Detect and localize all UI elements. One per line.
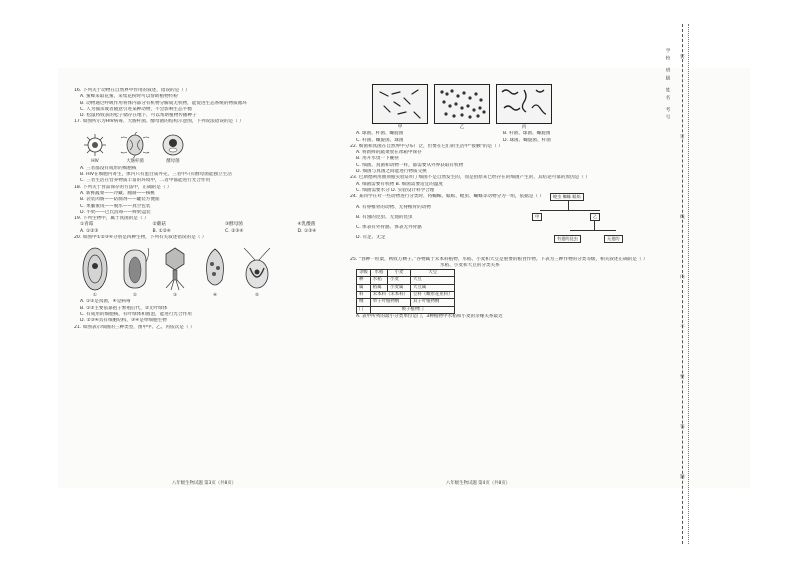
q21-option-a: A. 球菌、杆菌、螺旋菌 — [356, 131, 404, 137]
q21-option-c: C. 杆菌、螺旋菌、球菌 — [356, 137, 404, 143]
q21-options-row-2 — [350, 138, 650, 144]
q20-organism-3 — [160, 246, 190, 299]
q20-organism-1 — [80, 246, 110, 299]
table-row — [357, 292, 455, 299]
bacteriophage-illustration — [160, 246, 190, 292]
q18-stem: 18. 下列关于食品保存的方法中，正确的是（ ） — [74, 184, 172, 190]
yeast-caption: 酵母菌 — [166, 159, 180, 165]
table-header-cell: 等级 — [357, 270, 371, 277]
table-row — [357, 284, 455, 291]
table-cell: 大豆属 — [410, 284, 455, 291]
q21-micrographs — [350, 84, 650, 131]
q20-label: ① — [93, 293, 97, 299]
micrograph-caption-yi: 乙 — [459, 125, 465, 130]
classification-tree — [520, 193, 630, 255]
yeast-cell-illustration — [160, 132, 186, 158]
binding-dotted-line — [688, 24, 689, 544]
table-cell: 水稻 — [370, 277, 387, 284]
q16-option-a: A. 蜜蜂采取花蜜、采集花粉时可以帮助植物传粉 — [80, 94, 178, 100]
micrograph-jia — [372, 84, 428, 131]
q22-option-a: A. 将新鲜的蔬菜放在冰箱中保存 — [356, 150, 422, 156]
table-cell: 豆科（蝶形花亚科） — [410, 292, 455, 299]
binding-mark: 订 — [680, 135, 685, 140]
q16-option-b: B. 动物通过呼吸作用将体内部分有机物分解成无机物，能促进生态系统的物质循环 — [80, 100, 247, 106]
table-cell: 稻属 — [370, 284, 387, 291]
q25-stem: 25. “春种一粒粟，秋收万颗子。”谷物属于禾本科植物，水稻、小麦和大豆是重要的粮食作物。下表为三种作物的分类等级，相关叙述正确的是（ ） — [350, 256, 648, 262]
binding-mark: 要 — [680, 375, 685, 380]
table-header-cell: 小麦 — [388, 270, 411, 277]
table-cell: 属 — [357, 284, 371, 291]
table-cell: 门 — [357, 306, 371, 313]
q17-figure — [74, 126, 370, 166]
euglena-illustration — [200, 246, 230, 292]
rod-bacteria-micrograph — [372, 84, 428, 124]
table-cell: 科 — [357, 292, 371, 299]
table-cell: 小麦属 — [388, 284, 411, 291]
q25-option-a: A. 表中所列的最小分类单位是门，3种植物中水稻和小麦的亲缘关系最近 — [356, 313, 503, 319]
table-cell: 纲 — [357, 299, 371, 306]
tree-box-yi: 乙 — [590, 213, 600, 221]
q22-option-c: C. 细菌、真菌和动物一样，都需要从外界获取有机物 — [356, 162, 464, 168]
micrograph-caption-bing: 丙 — [521, 125, 527, 130]
micrograph-caption-jia: 甲 — [397, 125, 403, 130]
binding-mark: 装 — [680, 55, 685, 60]
micrograph-yi — [434, 84, 490, 131]
q20-organism-5 — [240, 246, 274, 299]
q22-option-d: D. 细菌与真菌之间能进行物质交换 — [356, 169, 427, 175]
table-cell: 禾本科（禾本科） — [370, 292, 410, 299]
tree-connector — [568, 200, 569, 210]
q20-option-c: C. 有成形的细胞核，有叶绿体和液泡，能进行光合作用 — [80, 311, 192, 317]
q20-label: ③ — [173, 293, 177, 299]
q20-label: ② — [133, 293, 137, 299]
cocci-bacteria-micrograph — [434, 84, 490, 124]
table-cell: 大豆 — [410, 277, 455, 284]
q19-item: ①青霉 — [80, 222, 94, 228]
table-cell: 双子叶植物纲 — [410, 299, 455, 306]
q19-item: ②蘑菇 — [152, 222, 166, 228]
hiv-figure — [80, 132, 110, 165]
binding-mark: 答 — [680, 425, 685, 430]
q20-option-a: A. ①②是真菌，④是病毒 — [80, 299, 131, 305]
exam-sheet — [58, 68, 750, 488]
q23-options-cd: C. 细菌需要水分 D. 实验设计科学合理 — [356, 187, 435, 193]
q18-option-b: B. 袋装肉肠——防腐剂——罐装方便面 — [80, 197, 160, 203]
table-title: 水稻、小麦和大豆的分类关系 — [440, 262, 500, 268]
q19-option-a: A. ①②③ — [80, 228, 99, 234]
table-cell: 被子植物门 — [370, 306, 455, 313]
tree-box-winged: 有翅的昆虫 — [554, 235, 581, 243]
q17-option-a: A. 三者都没有成形的细胞核 — [80, 165, 137, 171]
q19-item: ③酵母菌 — [225, 222, 243, 228]
q20-option-d: D. ②③④具有细胞结构，③④是单细胞生物 — [80, 318, 167, 324]
tree-connector — [540, 210, 600, 211]
table-row — [357, 277, 455, 284]
binding-mark: 线 — [680, 215, 685, 220]
table-row — [357, 306, 455, 313]
binding-mark: 不 — [680, 325, 685, 330]
q20-figure — [74, 241, 370, 299]
yeast-figure — [160, 132, 186, 165]
table-cell: 种 — [357, 277, 371, 284]
q24-options — [350, 205, 520, 242]
exam-page-3: 16. 下列关于动物在自然界中作用的叙述，错误的是（ ） A. 蜜蜂采取花蜜、采集花粉时可以帮助植物传粉 B. 动物通过呼吸作用将体内部分有机物分解成无机物，能促进生态系统的物质循环 C. 人为捕杀或者随意引进某种动物，不会影响生态平衡 D. 松鼠将收获的松子储存在地下，可以帮助植物传播种子 17. 如图所示为HIV病毒、大肠杆菌、酵母菌的结构示意图，下列说法错误的是（ ） HIV 大肠杆菌 酵母菌 A. 三者都没有成形的细胞核 B. HIV在细胞内寄生，体内只有蛋白质外壳，三者中只有酵母菌能独立生活 C. 三者生活在营养物质丰富的环境中，二者中都能进行光合作用 18. 下列关于食品保存的方法中，正确的是（ ） A. 新鲜蔬菜——冷藏、腌制——核桃 B. 袋装肉肠——防腐剂——罐装方便面 C. 果脯蜜饯——脱水——真空包装 D. 牛奶——巴氏消毒——鲜奶盒装 19. 下列生物中，属于真菌的是（ ） ①青霉 ②蘑菇 ③酵母菌 ④乳酸菌 A. ①②③ B. ①②④ C. ②③④ D. ①③④ 20. 如图中①②③④分别是四种生物，下列有关叙述错误的是（ ） ① ② ③ ④ ⑤ A. ①②是真菌，④是病毒 B. ①②主要依靠孢子繁殖后代，②无叶绿体 C. 有成形的细胞核，有叶绿体和液泡，能进行光合作用 D. ②③④具有细胞结构，③④是单细胞生物 21. 如图表示细菌的三种类型，图中甲、乙、丙依次是（ ） 八年级生物试题 第3页（共8页） — [74, 68, 370, 331]
q24-option-a: A. 有脊椎骨的动物、无脊椎骨的动物 — [356, 204, 431, 210]
q19-option-b: B. ①②④ — [152, 228, 171, 234]
classification-table — [356, 269, 455, 314]
tree-connector — [594, 220, 595, 230]
q16-option-c: C. 人为捕杀或者随意引进某种动物，不会影响生态平衡 — [80, 106, 192, 112]
table-cell: 小麦 — [388, 277, 411, 284]
student-info-label: 学校 班级 姓名 考号 — [665, 48, 670, 123]
micrograph-bing — [496, 84, 552, 131]
binding-strip — [658, 24, 698, 544]
spiral-bacteria-micrograph — [496, 84, 552, 124]
q22-stem: 22. 细菌和真菌在自然界中分布广泛，但要在它们的生活中“接触”的是（ ） — [350, 143, 503, 149]
binding-mark: 内 — [680, 275, 685, 280]
paramecium-illustration — [80, 246, 110, 292]
ecoli-caption: 大肠杆菌 — [126, 159, 144, 165]
q19-option-d: D. ①③④ — [297, 228, 317, 234]
q23-stem: 23. 巴斯德利用曲颈瓶实验证明了细菌不是自然发生的，而是由原来已经存在的细菌产生的，其结论可靠的原因是（ ） — [350, 175, 590, 181]
q20-stem: 20. 如图中①②③④分别是四种生物，下列有关叙述错误的是（ ） — [74, 235, 207, 241]
q16-option-d: D. 松鼠将收获的松子储存在地下，可以帮助植物传播种子 — [80, 113, 197, 119]
binding-cut-line — [682, 24, 683, 544]
tree-box-wingless: 无翅的 — [604, 235, 623, 243]
q22-option-b: B. 用开水烫一下碗筷 — [356, 156, 399, 162]
q20-organism-4 — [200, 246, 230, 299]
q24-option-b: B. 有翅的昆虫、无翅的昆虫 — [356, 214, 413, 220]
tree-connector — [570, 230, 616, 231]
q16-stem: 16. 下列关于动物在自然界中作用的叙述，错误的是（ ） — [74, 88, 190, 93]
q24-option-c: C. 体表有外骨骼、体表无外骨骼 — [356, 225, 422, 231]
q20-label: ④ — [213, 293, 217, 299]
table-row — [357, 299, 455, 306]
q20-option-b: B. ①②主要依靠孢子繁殖后代，②无叶绿体 — [80, 305, 168, 311]
tree-root-box: 蝗虫 蜘蛛 蜈蚣 — [550, 193, 584, 201]
exam-page-4: 甲 乙 丙 A. 球菌、杆菌、螺旋菌 B. 杆菌、球菌、螺旋菌 C. 杆菌、螺旋菌、球菌 D. 球菌、螺旋菌、杆菌 22. 细菌和真菌在自然界中分布广泛，但要在它们的生活中“接触”的是（ ） A. 将新鲜的蔬菜放在冰箱中保存 B. 用开水烫一下碗筷 C. 细菌、真菌和动物一样，都需要从外界获取有机物 D. 细菌与真菌之间能进行物质交换 23. 巴斯德利用曲颈瓶实验证明了细菌不是自然发生的，而是由原来已经存在的细菌产生的，其结论可靠的原因是（ ） A. 细菌需要有机物 B. 细菌需要适宜的温度 C. 细菌需要水分 D. 实验设计科学合理 24. 某同学在对一些动物进行分类时，将蜘蛛、蜈蚣、蝗虫、蝴蝶等动物分为一组，依据是（ ） A. 有脊椎骨的动物、无脊椎骨的动物 B. 有翅的昆虫、无翅的昆虫 C. 体表有外骨骼、体表无外骨骼 D. 有足、无足 蝗虫 蜘蛛 蜈蚣 甲 乙 有翅的昆虫 无翅的 25. “春种一粒粟，秋收万颗子。”谷物属于禾本科植物，水稻、小麦和大豆是重要的粮食作物。下表为三种作物的分类等级，相关叙述正确的是（ ） 水稻、小麦和大豆的分类关系 等级 水稻 小麦 大豆 种 水稻 小麦 大豆 属 稻属 小麦属 大豆属 科 禾本科（禾本科） 豆科（蝶形花亚科） 纲 单子叶植物纲 双子叶植物纲 门 被子植物门 A. 表中所列的最小分类单位是门，3种植物中水稻和小麦的亲缘关系最近 八年级生物试题 第4页（共8页） — [350, 68, 650, 320]
chlamydomonas-illustration — [240, 246, 274, 292]
q20-label: ⑤ — [255, 293, 259, 299]
tree-box-jia: 甲 — [532, 213, 542, 221]
q18-option-d: D. 牛奶——巴氏消毒——鲜奶盒装 — [80, 209, 151, 215]
q17-option-b: B. HIV在细胞内寄生，体内只有蛋白质外壳，三者中只有酵母菌能独立生活 — [80, 172, 232, 178]
q21-option-d: D. 球菌、螺旋菌、杆菌 — [503, 137, 551, 143]
binding-mark: 题 — [680, 475, 685, 480]
bacterium-illustration — [118, 132, 152, 158]
q17-option-c: C. 三者生活在营养物质丰富的环境中，二者中都能进行光合作用 — [80, 178, 211, 184]
q19-option-c: C. ②③④ — [225, 228, 244, 234]
q21-stem: 21. 如图表示细菌的三种类型，图中甲、乙、丙依次是（ ） — [74, 324, 195, 330]
q24-option-d: D. 有足、无足 — [356, 235, 386, 241]
q20-organism-2 — [120, 246, 150, 299]
cell-illustration — [120, 246, 150, 292]
q19-stem: 19. 下列生物中，属于真菌的是（ ） — [74, 216, 149, 222]
hiv-virus-illustration — [80, 132, 110, 158]
q19-item: ④乳酸菌 — [297, 222, 316, 228]
hiv-caption: HIV — [91, 159, 99, 165]
table-header-row — [357, 270, 455, 277]
q21-option-b: B. 杆菌、球菌、螺旋菌 — [503, 131, 551, 137]
q24-stem: 24. 某同学在对一些动物进行分类时，将蜘蛛、蜈蚣、蝗虫、蝴蝶等动物分为一组，依据是（ ） — [350, 194, 544, 200]
ecoli-figure — [118, 132, 152, 165]
table-cell: 单子叶植物纲 — [370, 299, 410, 306]
q18-option-a: A. 新鲜蔬菜——冷藏、腌制——核桃 — [80, 190, 155, 196]
q23-options-ab: A. 细菌需要有机物 B. 细菌需要适宜的温度 — [356, 181, 444, 187]
table-header-cell: 大豆 — [410, 270, 455, 277]
q17-stem: 17. 如图所示为HIV病毒、大肠杆菌、酵母菌的结构示意图，下列说法错误的是（ ） — [74, 119, 244, 125]
q18-option-c: C. 果脯蜜饯——脱水——真空包装 — [80, 203, 151, 209]
table-header-cell: 水稻 — [370, 270, 387, 277]
